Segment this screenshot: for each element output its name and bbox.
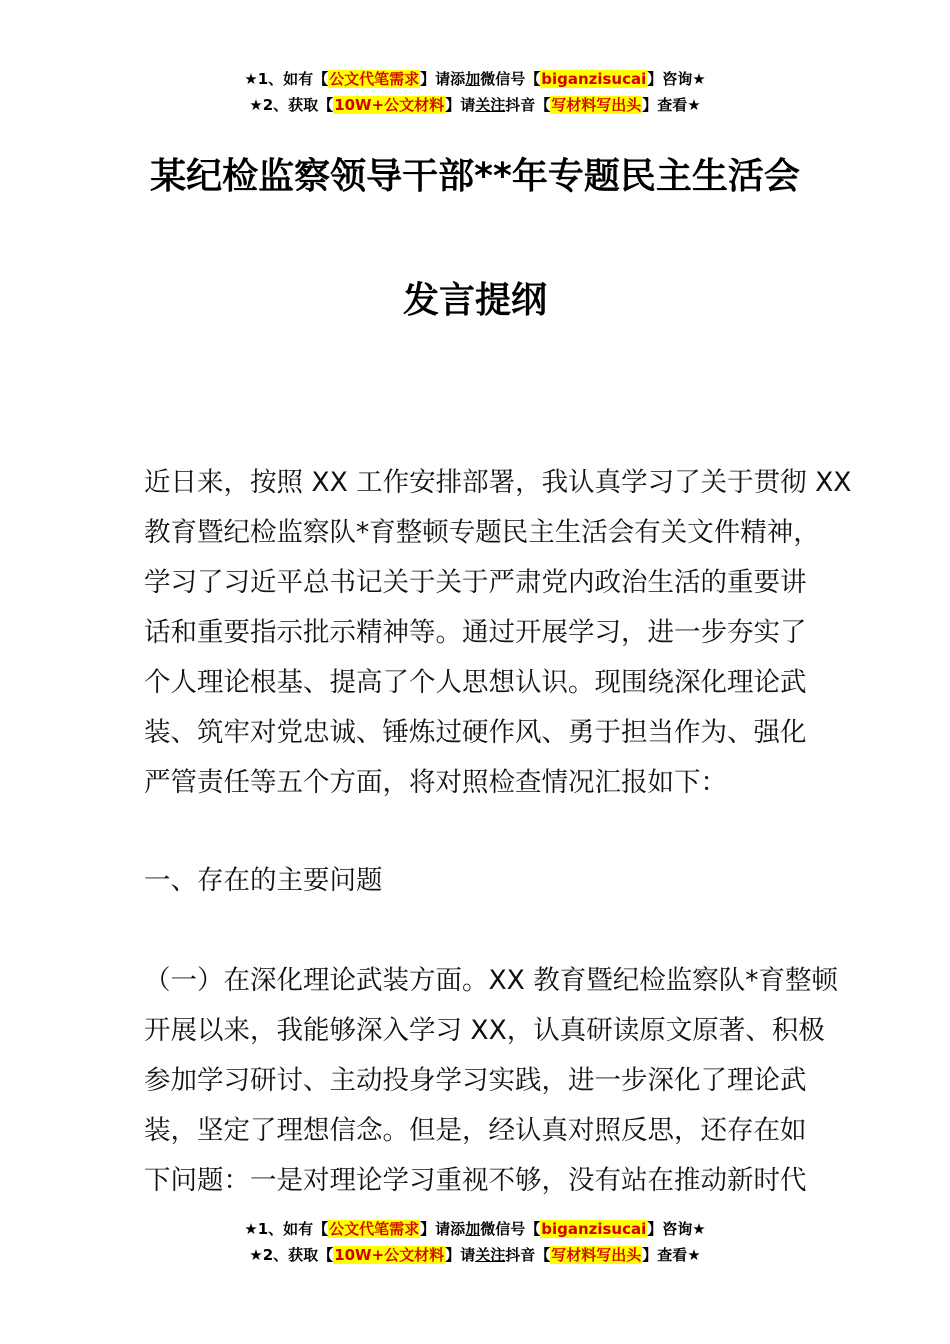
banner-text: 】请 (445, 96, 476, 114)
banner-text: 】查看★ (642, 96, 701, 114)
intro-paragraph (144, 458, 852, 808)
banner-highlight: biganzisucai (541, 1220, 647, 1238)
banner-highlight: 10W+公文材料 (334, 96, 445, 114)
banner-underline: 加 (465, 1220, 481, 1238)
paragraph-line: 装，坚定了理想信念。但是，经认真对照反思，还存在如 (144, 1115, 807, 1146)
banner-line-1 (0, 66, 950, 92)
banner-highlight: 10W+公文材料 (334, 1246, 445, 1264)
banner-highlight: 写材料写出头 (551, 96, 642, 114)
banner-highlight: biganzisucai (541, 70, 647, 88)
paragraph-line: 装、筑牢对党忠诚、锤炼过硬作风、勇于担当作为、强化 (144, 717, 807, 748)
banner-text: 微信号【 (480, 1220, 541, 1238)
paragraph-line: 开展以来，我能够深入学习 XX，认真研读原文原著、积极 (144, 1015, 825, 1046)
banner-text: 】请添 (420, 1220, 466, 1238)
banner-text: 】咨询★ (647, 70, 706, 88)
banner-highlight: 写材料写出头 (551, 1246, 642, 1264)
paragraph-line: 近日来，按照 XX 工作安排部署，我认真学习了关于贯彻 XX (144, 467, 852, 498)
banner-text: ★2、获取【 (249, 96, 334, 114)
banner-line-2 (0, 1242, 950, 1268)
section-heading-text: 一、存在的主要问题 (144, 865, 383, 896)
banner-text: 抖音【 (505, 1246, 551, 1264)
banner-highlight: 公文代笔需求 (329, 70, 420, 88)
banner-underline: 加 (465, 70, 481, 88)
bottom-banner (0, 1216, 950, 1268)
top-banner (0, 66, 950, 118)
banner-text: ★2、获取【 (249, 1246, 334, 1264)
section-heading (144, 856, 812, 906)
banner-underline: 关注 (475, 96, 506, 114)
banner-underline: 关注 (475, 1246, 506, 1264)
section-1-paragraph (144, 956, 838, 1206)
paragraph-line: 话和重要指示批示精神等。通过开展学习，进一步夯实了 (144, 617, 807, 648)
banner-text: 】咨询★ (647, 1220, 706, 1238)
paragraph-line: 严管责任等五个方面，将对照检查情况汇报如下： (144, 767, 727, 798)
banner-line-1 (0, 1216, 950, 1242)
banner-text: 微信号【 (480, 70, 541, 88)
document-title-line-2: 发言提纲 (402, 280, 547, 321)
banner-text: ★1、如有【 (244, 70, 329, 88)
paragraph-line: 个人理论根基、提高了个人思想认识。现围绕深化理论武 (144, 667, 807, 698)
paragraph-line: 参加学习研讨、主动投身学习实践，进一步深化了理论武 (144, 1065, 807, 1096)
banner-highlight: 公文代笔需求 (329, 1220, 420, 1238)
banner-text: ★1、如有【 (244, 1220, 329, 1238)
paragraph-line: 教育暨纪检监察队*育整顿专题民主生活会有关文件精神， (144, 517, 820, 548)
banner-text: 抖音【 (505, 96, 551, 114)
document-title: 某纪检监察领导干部**年专题民主生活会 (150, 156, 800, 197)
paragraph-line: 学习了习近平总书记关于关于严肃党内政治生活的重要讲 (144, 567, 807, 598)
paragraph-line: （一）在深化理论武装方面。XX 教育暨纪检监察队*育整顿 (144, 965, 838, 996)
banner-text: 】查看★ (642, 1246, 701, 1264)
banner-text: 】请 (445, 1246, 476, 1264)
banner-text: 】请添 (420, 70, 466, 88)
banner-line-2 (0, 92, 950, 118)
paragraph-line: 下问题：一是对理论学习重视不够，没有站在推动新时代 (144, 1165, 807, 1196)
